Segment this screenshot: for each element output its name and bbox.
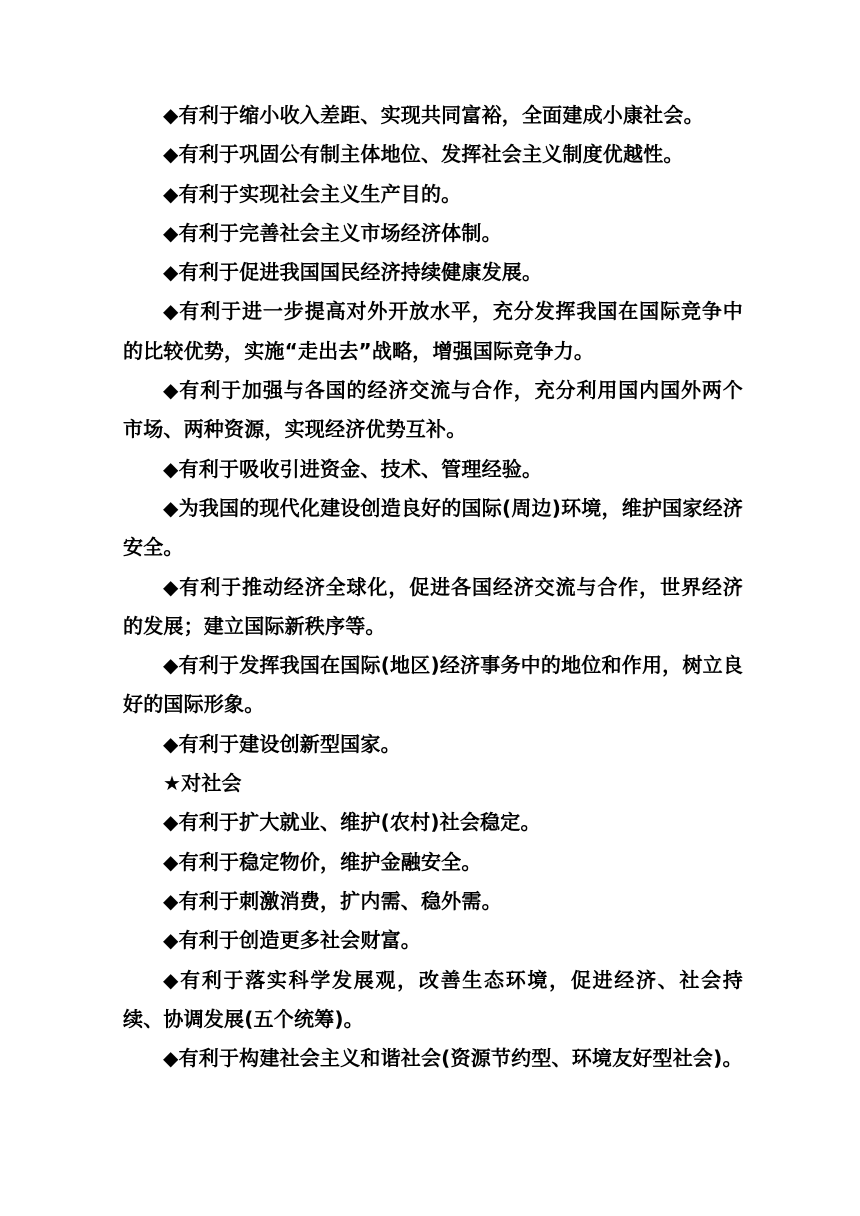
paragraph-price-stability: ◆有利于稳定物价，维护金融安全。 bbox=[163, 849, 482, 874]
paragraph-absorb-investment: ◆有利于吸收引进资金、技术、管理经验。 bbox=[163, 456, 543, 481]
paragraph-public-ownership: ◆有利于巩固公有制主体地位、发挥社会主义制度优越性。 bbox=[163, 142, 684, 167]
section-heading-society: ★对社会 bbox=[163, 771, 242, 796]
paragraph-international-environment: ◆为我国的现代化建设创造良好的国际(周边)环境，维护国家经济安全。 bbox=[123, 495, 743, 560]
paragraph-social-wealth: ◆有利于创造更多社会财富。 bbox=[163, 928, 421, 953]
paragraph-income-gap: ◆有利于缩小收入差距、实现共同富裕，全面建成小康社会。 bbox=[163, 103, 704, 127]
paragraph-production-purpose: ◆有利于实现社会主义生产目的。 bbox=[163, 181, 462, 206]
paragraph-opening-up: ◆有利于进一步提高对外开放水平，充分发挥我国在国际竞争中的比较优势，实施“走出去”战略，增强国际竞争力。 bbox=[123, 299, 743, 363]
paragraph-innovative-country: ◆有利于建设创新型国家。 bbox=[163, 731, 401, 756]
paragraph-consumption: ◆有利于刺激消费，扩内需、稳外需。 bbox=[163, 888, 502, 913]
paragraph-national-economy: ◆有利于促进我国国民经济持续健康发展。 bbox=[163, 260, 543, 285]
paragraph-economic-cooperation: ◆有利于加强与各国的经济交流与合作，充分利用国内国外两个市场、两种资源，实现经济优势互补。 bbox=[123, 378, 743, 442]
document-body bbox=[123, 96, 743, 1078]
paragraph-employment: ◆有利于扩大就业、维护(农村)社会稳定。 bbox=[163, 810, 541, 835]
paragraph-harmonious-society: ◆有利于构建社会主义和谐社会(资源节约型、环境友好型社会)。 bbox=[163, 1046, 743, 1071]
paragraph-scientific-development: ◆有利于落实科学发展观，改善生态环境，促进经济、社会持续、协调发展(五个统筹)。 bbox=[123, 967, 743, 1031]
paragraph-international-role: ◆有利于发挥我国在国际(地区)经济事务中的地位和作用，树立良好的国际形象。 bbox=[123, 653, 743, 717]
paragraph-market-economy: ◆有利于完善社会主义市场经济体制。 bbox=[163, 220, 502, 245]
paragraph-globalization: ◆有利于推动经济全球化，促进各国经济交流与合作，世界经济的发展；建立国际新秩序等。 bbox=[123, 574, 743, 638]
